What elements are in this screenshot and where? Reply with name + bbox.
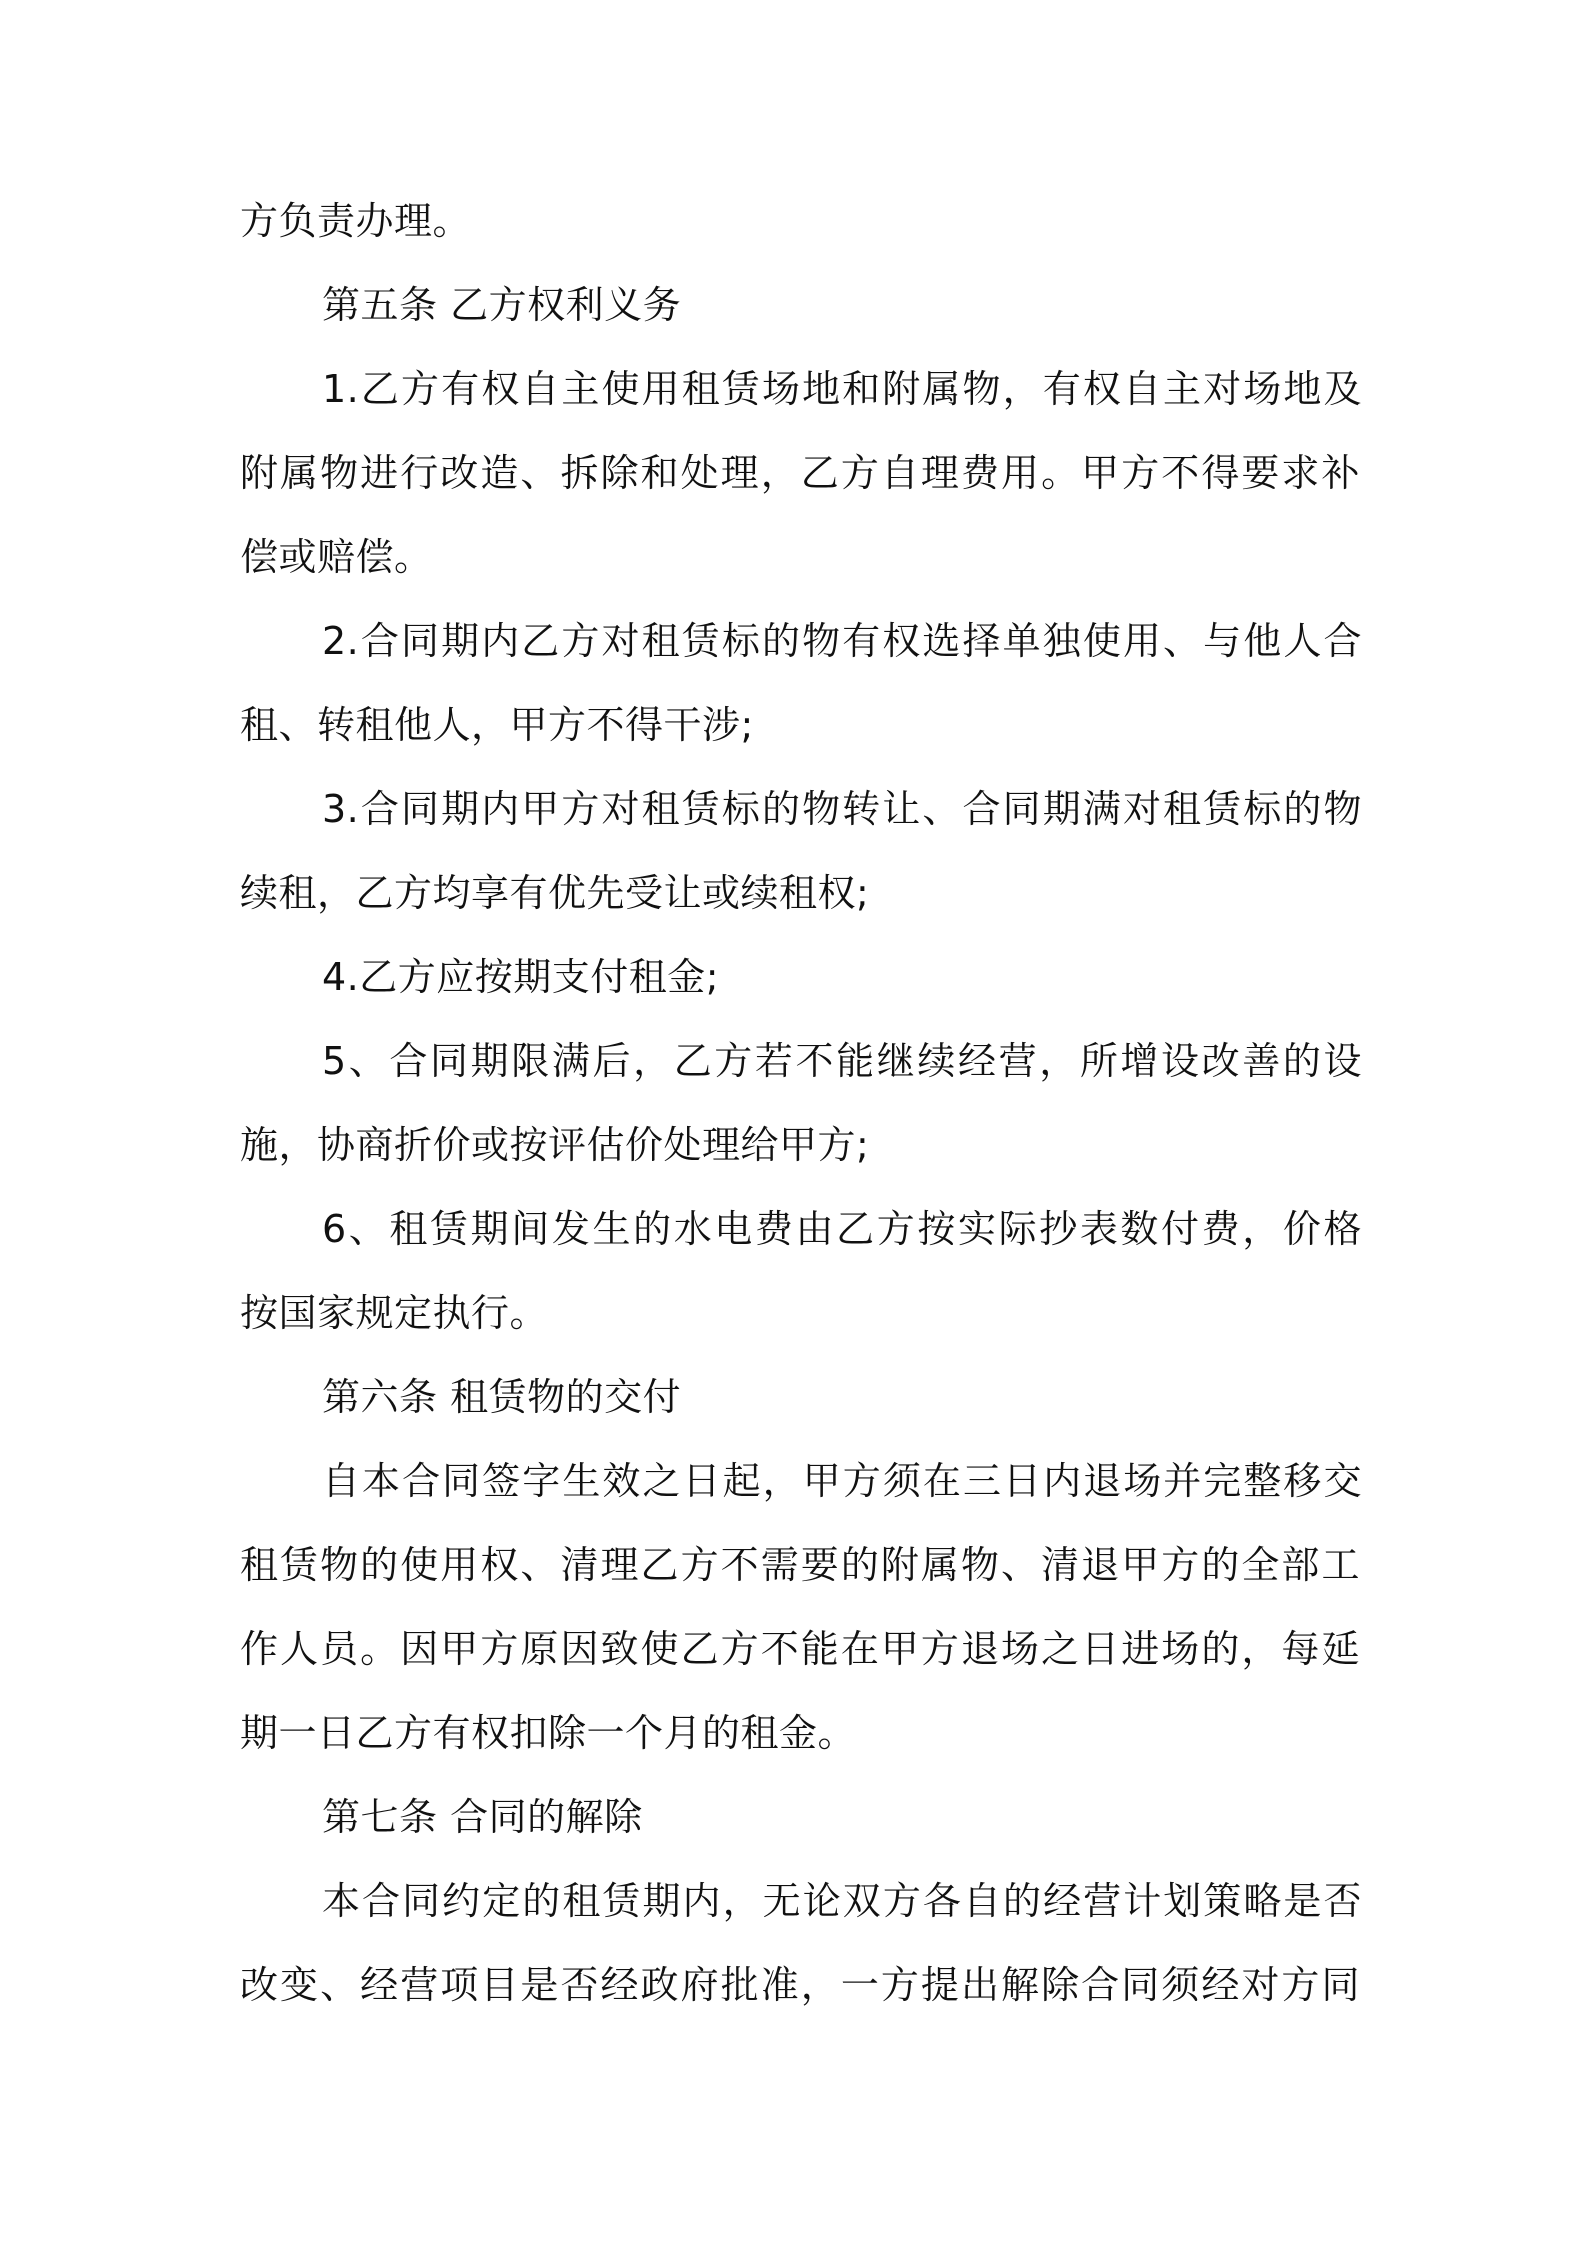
article-7-heading: 第七条 合同的解除	[322, 1795, 643, 1839]
text-line-5: 偿或赔偿。	[240, 535, 433, 579]
text-line-8: 3.合同期内甲方对租赁标的物转让、合同期满对租赁标的物	[322, 787, 1362, 831]
text-line-14: 按国家规定执行。	[240, 1291, 549, 1335]
text-line-21: 本合同约定的租赁期内，无论双方各自的经营计划策略是否	[322, 1879, 1362, 1923]
text-line-12: 施，协商折价或按评估价处理给甲方;	[240, 1123, 870, 1167]
text-line-16: 自本合同签字生效之日起，甲方须在三日内退场并完整移交	[322, 1459, 1362, 1503]
text-line-1: 方负责办理。	[240, 199, 472, 243]
text-line-18: 作人员。因甲方原因致使乙方不能在甲方退场之日进场的，每延	[240, 1627, 1360, 1671]
text-line-9: 续租，乙方均享有优先受让或续租权;	[240, 871, 870, 915]
text-line-10: 4.乙方应按期支付租金;	[322, 955, 720, 999]
text-line-13: 6、租赁期间发生的水电费由乙方按实际抄表数付费，价格	[322, 1207, 1362, 1251]
article-5-heading: 第五条 乙方权利义务	[322, 283, 682, 327]
text-line-3: 1.乙方有权自主使用租赁场地和附属物，有权自主对场地及	[322, 367, 1362, 411]
text-line-7: 租、转租他人，甲方不得干涉;	[240, 703, 754, 747]
text-line-11: 5、合同期限满后，乙方若不能继续经营，所增设改善的设	[322, 1039, 1362, 1083]
text-line-17: 租赁物的使用权、清理乙方不需要的附属物、清退甲方的全部工	[240, 1543, 1360, 1587]
text-line-22: 改变、经营项目是否经政府批准，一方提出解除合同须经对方同	[240, 1963, 1360, 2007]
article-6-heading: 第六条 租赁物的交付	[322, 1375, 682, 1419]
text-line-19: 期一日乙方有权扣除一个月的租金。	[240, 1711, 857, 1755]
text-line-6: 2.合同期内乙方对租赁标的物有权选择单独使用、与他人合	[322, 619, 1362, 663]
text-line-4: 附属物进行改造、拆除和处理，乙方自理费用。甲方不得要求补	[240, 451, 1360, 495]
